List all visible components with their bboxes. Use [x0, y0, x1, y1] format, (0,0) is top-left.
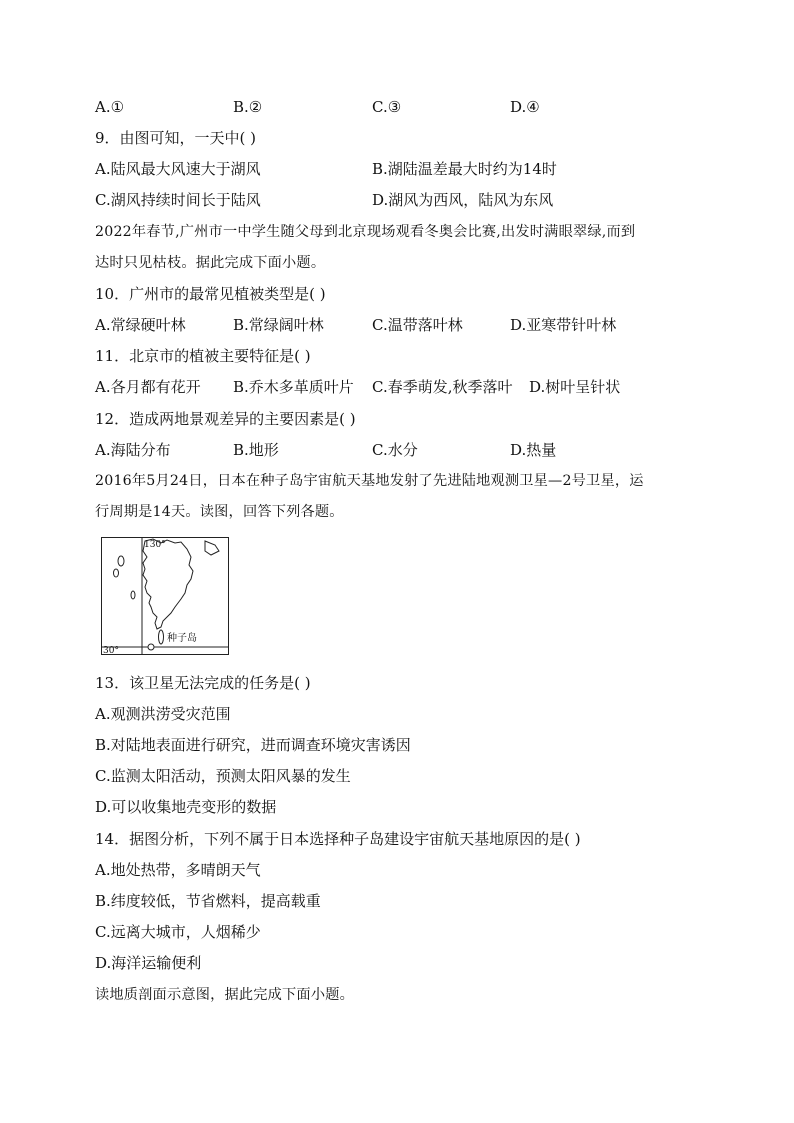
q11-option-d: D.树叶呈针状: [529, 378, 621, 396]
kyushu-island: [143, 539, 193, 629]
q9-option-a: A.陆风最大风速大于湖风: [95, 160, 261, 178]
shikoku-fragment: [205, 541, 219, 555]
passage-3: 读地质剖面示意图，据此完成下面小题。: [95, 987, 354, 1003]
koshiki-island: [131, 591, 135, 599]
q13-option-c: C.监测太阳活动，预测太阳风暴的发生: [95, 767, 351, 785]
q10-option-a: A.常绿硬叶林: [95, 316, 186, 334]
q9-stem: 9．由图可知，一天中( ): [95, 129, 257, 147]
q13-stem: 13．该卫星无法完成的任务是( ): [95, 674, 311, 692]
q11-stem: 11．北京市的植被主要特征是( ): [95, 347, 311, 365]
q8-option-b: B.②: [233, 98, 263, 116]
q9-option-c: C.湖风持续时间长于陆风: [95, 191, 261, 209]
q10-stem: 10．广州市的最常见植被类型是( ): [95, 285, 326, 303]
q9-option-d: D.湖风为西风，陆风为东风: [372, 191, 554, 209]
q10-option-b: B.常绿阔叶林: [233, 316, 324, 334]
island-label: 种子岛: [167, 633, 197, 644]
q14-option-c: C.远离大城市，人烟稀少: [95, 923, 261, 941]
passage-1-line-1: 2022年春节,广州市一中学生随父母到北京现场观看冬奥会比赛,出发时满眼翠绿,而到: [95, 224, 636, 240]
goto-island-1: [118, 556, 124, 566]
q12-option-d: D.热量: [510, 441, 557, 459]
passage-2-line-2: 行周期是14天。读图，回答下列各题。: [95, 504, 344, 520]
q9-option-b: B.湖陆温差最大时约为14时: [372, 160, 557, 178]
q12-option-c: C.水分: [372, 441, 418, 459]
q14-option-d: D.海洋运输便利: [95, 954, 202, 972]
q10-option-c: C.温带落叶林: [372, 316, 463, 334]
passage-2-line-1: 2016年5月24日，日本在种子岛宇宙航天基地发射了先进陆地观测卫星—2号卫星，运: [95, 473, 644, 489]
q14-option-b: B.纬度较低，节省燃料，提高载重: [95, 892, 321, 910]
q14-option-a: A.地处热带，多晴朗天气: [95, 861, 261, 879]
q11-option-a: A.各月都有花开: [95, 378, 201, 396]
tanegashima-island: [159, 630, 164, 644]
passage-1-line-2: 达时只见枯枝。据此完成下面小题。: [95, 255, 326, 271]
q11-option-c: C.春季萌发,秋季落叶: [372, 378, 513, 396]
lat-label: 30°: [103, 646, 119, 655]
q13-option-b: B.对陆地表面进行研究，进而调查环境灾害诱因: [95, 736, 411, 754]
q8-option-a: A.①: [95, 98, 125, 116]
q8-option-c: C.③: [372, 98, 402, 116]
q10-option-d: D.亚寒带针叶林: [510, 316, 617, 334]
q14-stem: 14．据图分析，下列不属于日本选择种子岛建设宇宙航天基地原因的是( ): [95, 830, 581, 848]
kyushu-map: [101, 537, 229, 655]
q8-option-d: D.④: [510, 98, 540, 116]
q12-option-a: A.海陆分布: [95, 441, 171, 459]
q13-option-a: A.观测洪涝受灾范围: [95, 705, 231, 723]
goto-island-2: [114, 569, 119, 577]
q11-option-b: B.乔木多革质叶片: [233, 378, 354, 396]
lon-label: 130°: [144, 540, 166, 550]
q12-option-b: B.地形: [233, 441, 279, 459]
q12-stem: 12．造成两地景观差异的主要因素是( ): [95, 410, 356, 428]
q13-option-d: D.可以收集地壳变形的数据: [95, 798, 277, 816]
yakushima-island: [148, 644, 154, 650]
